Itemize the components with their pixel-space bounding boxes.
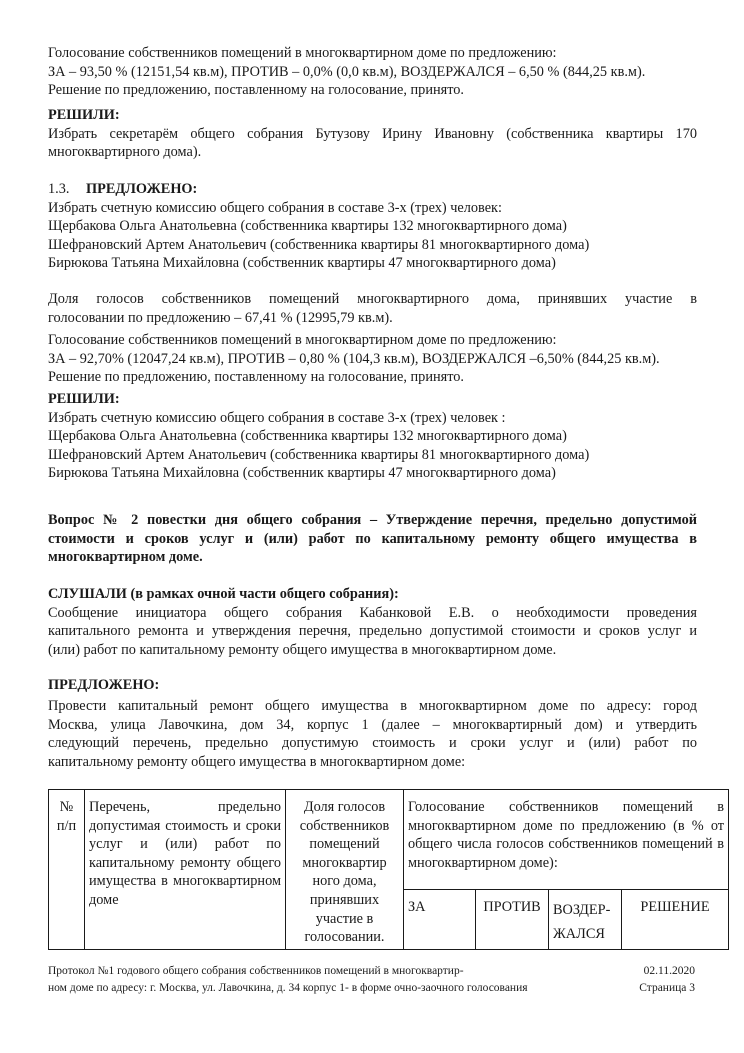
page-footer-right xyxy=(600,963,695,997)
col-against-header: ПРОТИВ xyxy=(476,890,549,949)
resolved-label: РЕШИЛИ: xyxy=(48,391,120,407)
commission-member: Бирюкова Татьяна Михайловна (собственник квартиры 47 многоквартирного дома) xyxy=(48,465,556,482)
commission-member: Щербакова Ольга Анатольевна (собственника квартиры 132 многоквартирного дома) xyxy=(48,428,567,445)
col-abstain-header: ВОЗДЕР-ЖАЛСЯ xyxy=(549,890,622,949)
section-number: 1.3. xyxy=(48,181,70,197)
heard-block xyxy=(48,585,697,659)
commission-member: Щербакова Ольга Анатольевна (собственника квартиры 132 многоквартирного дома) xyxy=(48,218,567,235)
proposed-label: ПРЕДЛОЖЕНО: xyxy=(48,677,160,693)
question-2-title xyxy=(48,511,697,567)
proposal-line: капитальному ремонту общего имущества в многоквартирном доме: xyxy=(48,753,466,770)
page-footer xyxy=(48,963,588,997)
resolved-line: Избрать счетную комиссию общего собрания в составе 3-х (трех) человек : xyxy=(48,409,506,426)
proposal-text xyxy=(48,697,697,771)
decision-text: Решение по предложению, поставленному на голосование, принято. xyxy=(48,369,464,386)
footer-date: 02.11.2020 xyxy=(643,965,695,977)
proposal-line: Избрать счетную комиссию общего собрания в составе 3-х (трех) человек: xyxy=(48,199,502,216)
page-number: Страница 3 xyxy=(639,982,695,994)
vote-header: Голосование собственников помещений в многоквартирном доме по предложению: xyxy=(48,332,557,348)
heard-line: капитального ремонта и утверждения перечня, предельно допустимой стоимости и сроков услуг и xyxy=(48,623,697,640)
vote-result: ЗА – 92,70% (12047,24 кв.м), ПРОТИВ – 0,80 % (104,3 кв.м), ВОЗДЕРЖАЛСЯ –6,50% (844,25 кв.м). xyxy=(48,350,660,367)
commission-vote-block xyxy=(48,331,697,387)
vote-header: Голосование собственников помещений в многоквартирном доме по предложению: xyxy=(48,45,557,61)
proposal-line: следующий перечень, предельно допустимую стоимость и сроки услуг и (или) работ по xyxy=(48,735,697,752)
question-title-line: Вопрос № 2 повестки дня общего собрания – Утверждение перечня, предельно допустимой xyxy=(48,512,697,528)
table-header-row xyxy=(49,790,729,890)
decision-text: Решение по предложению, поставленному на голосование, принято. xyxy=(48,82,464,99)
commission-member: Бирюкова Татьяна Михайловна (собственник квартиры 47 многоквартирного дома) xyxy=(48,255,556,272)
works-voting-table xyxy=(48,789,729,950)
footer-protocol-line: Протокол №1 годового общего собрания собственников помещений в многоквартир- xyxy=(48,965,464,977)
proposed-block xyxy=(48,676,697,695)
proposed-label: ПРЕДЛОЖЕНО: xyxy=(86,181,198,197)
question-title-line: стоимости и сроков услуг и (или) работ по капитальному ремонту общего имущества в xyxy=(48,530,697,547)
counting-commission-proposal xyxy=(48,180,697,273)
question-title-line: многоквартирном доме. xyxy=(48,549,203,566)
vote-result: ЗА – 93,50 % (12151,54 кв.м), ПРОТИВ – 0,0% (0,0 кв.м), ВОЗДЕРЖАЛСЯ – 6,50 % (844,25 кв.м). xyxy=(48,63,646,80)
share-line: Доля голосов собственников помещений многоквартирного дома, принявших участие в xyxy=(48,291,697,307)
col-for-header: ЗА xyxy=(404,890,476,949)
col-number-header: № п/п xyxy=(49,790,85,950)
col-list-header: Перечень, предельно допустимая стоимость и сроки услуг и (или) работ по капитальному ремонту общего имущества в многоквартирном доме xyxy=(85,790,286,950)
resolved-line: Избрать секретарём общего собрания Бутузову Ирину Ивановну (собственника квартиры 170 xyxy=(48,125,697,142)
proposal-line: Москва, улица Лавочкина, дом 34, корпус 1 (далее – многоквартирный дом) и утвердить xyxy=(48,716,697,733)
heard-label: СЛУШАЛИ (в рамках очной части общего собрания): xyxy=(48,586,399,602)
col-decision-header: РЕШЕНИЕ xyxy=(622,890,729,949)
commission-resolved-block xyxy=(48,390,697,483)
heard-line: Сообщение инициатора общего собрания Кабанковой Е.В. о необходимости проведения xyxy=(48,604,697,621)
col-share-header: Доля голосов собственников помещений многоквартир ного дома, принявших участие в голосовании. xyxy=(286,790,404,950)
share-line: голосовании по предложению – 67,41 % (12995,79 кв.м). xyxy=(48,309,393,326)
footer-protocol-line: ном доме по адресу: г. Москва, ул. Лавочкина, д. 34 корпус 1- в форме очно-заочного голосования xyxy=(48,982,528,994)
commission-member: Шефрановский Артем Анатольевич (собственника квартиры 81 многоквартирного дома) xyxy=(48,446,590,463)
proposal-line: Провести капитальный ремонт общего имущества в многоквартирном доме по адресу: город xyxy=(48,698,697,714)
resolved-line: многоквартирного дома). xyxy=(48,144,202,161)
participation-share xyxy=(48,290,697,327)
resolved-label: РЕШИЛИ: xyxy=(48,107,120,123)
heard-line: (или) работ по капитальному ремонту общего имущества в многоквартирном доме. xyxy=(48,641,557,658)
commission-member: Шефрановский Артем Анатольевич (собственника квартиры 81 многоквартирного дома) xyxy=(48,236,590,253)
col-vote-header: Голосование собственников помещений в многоквартирном доме по предложению (в % от общего числа голосов собственников помещений в многоквартирном доме): xyxy=(404,790,729,890)
secretary-resolved-block xyxy=(48,106,697,162)
secretary-vote-block xyxy=(48,44,697,100)
